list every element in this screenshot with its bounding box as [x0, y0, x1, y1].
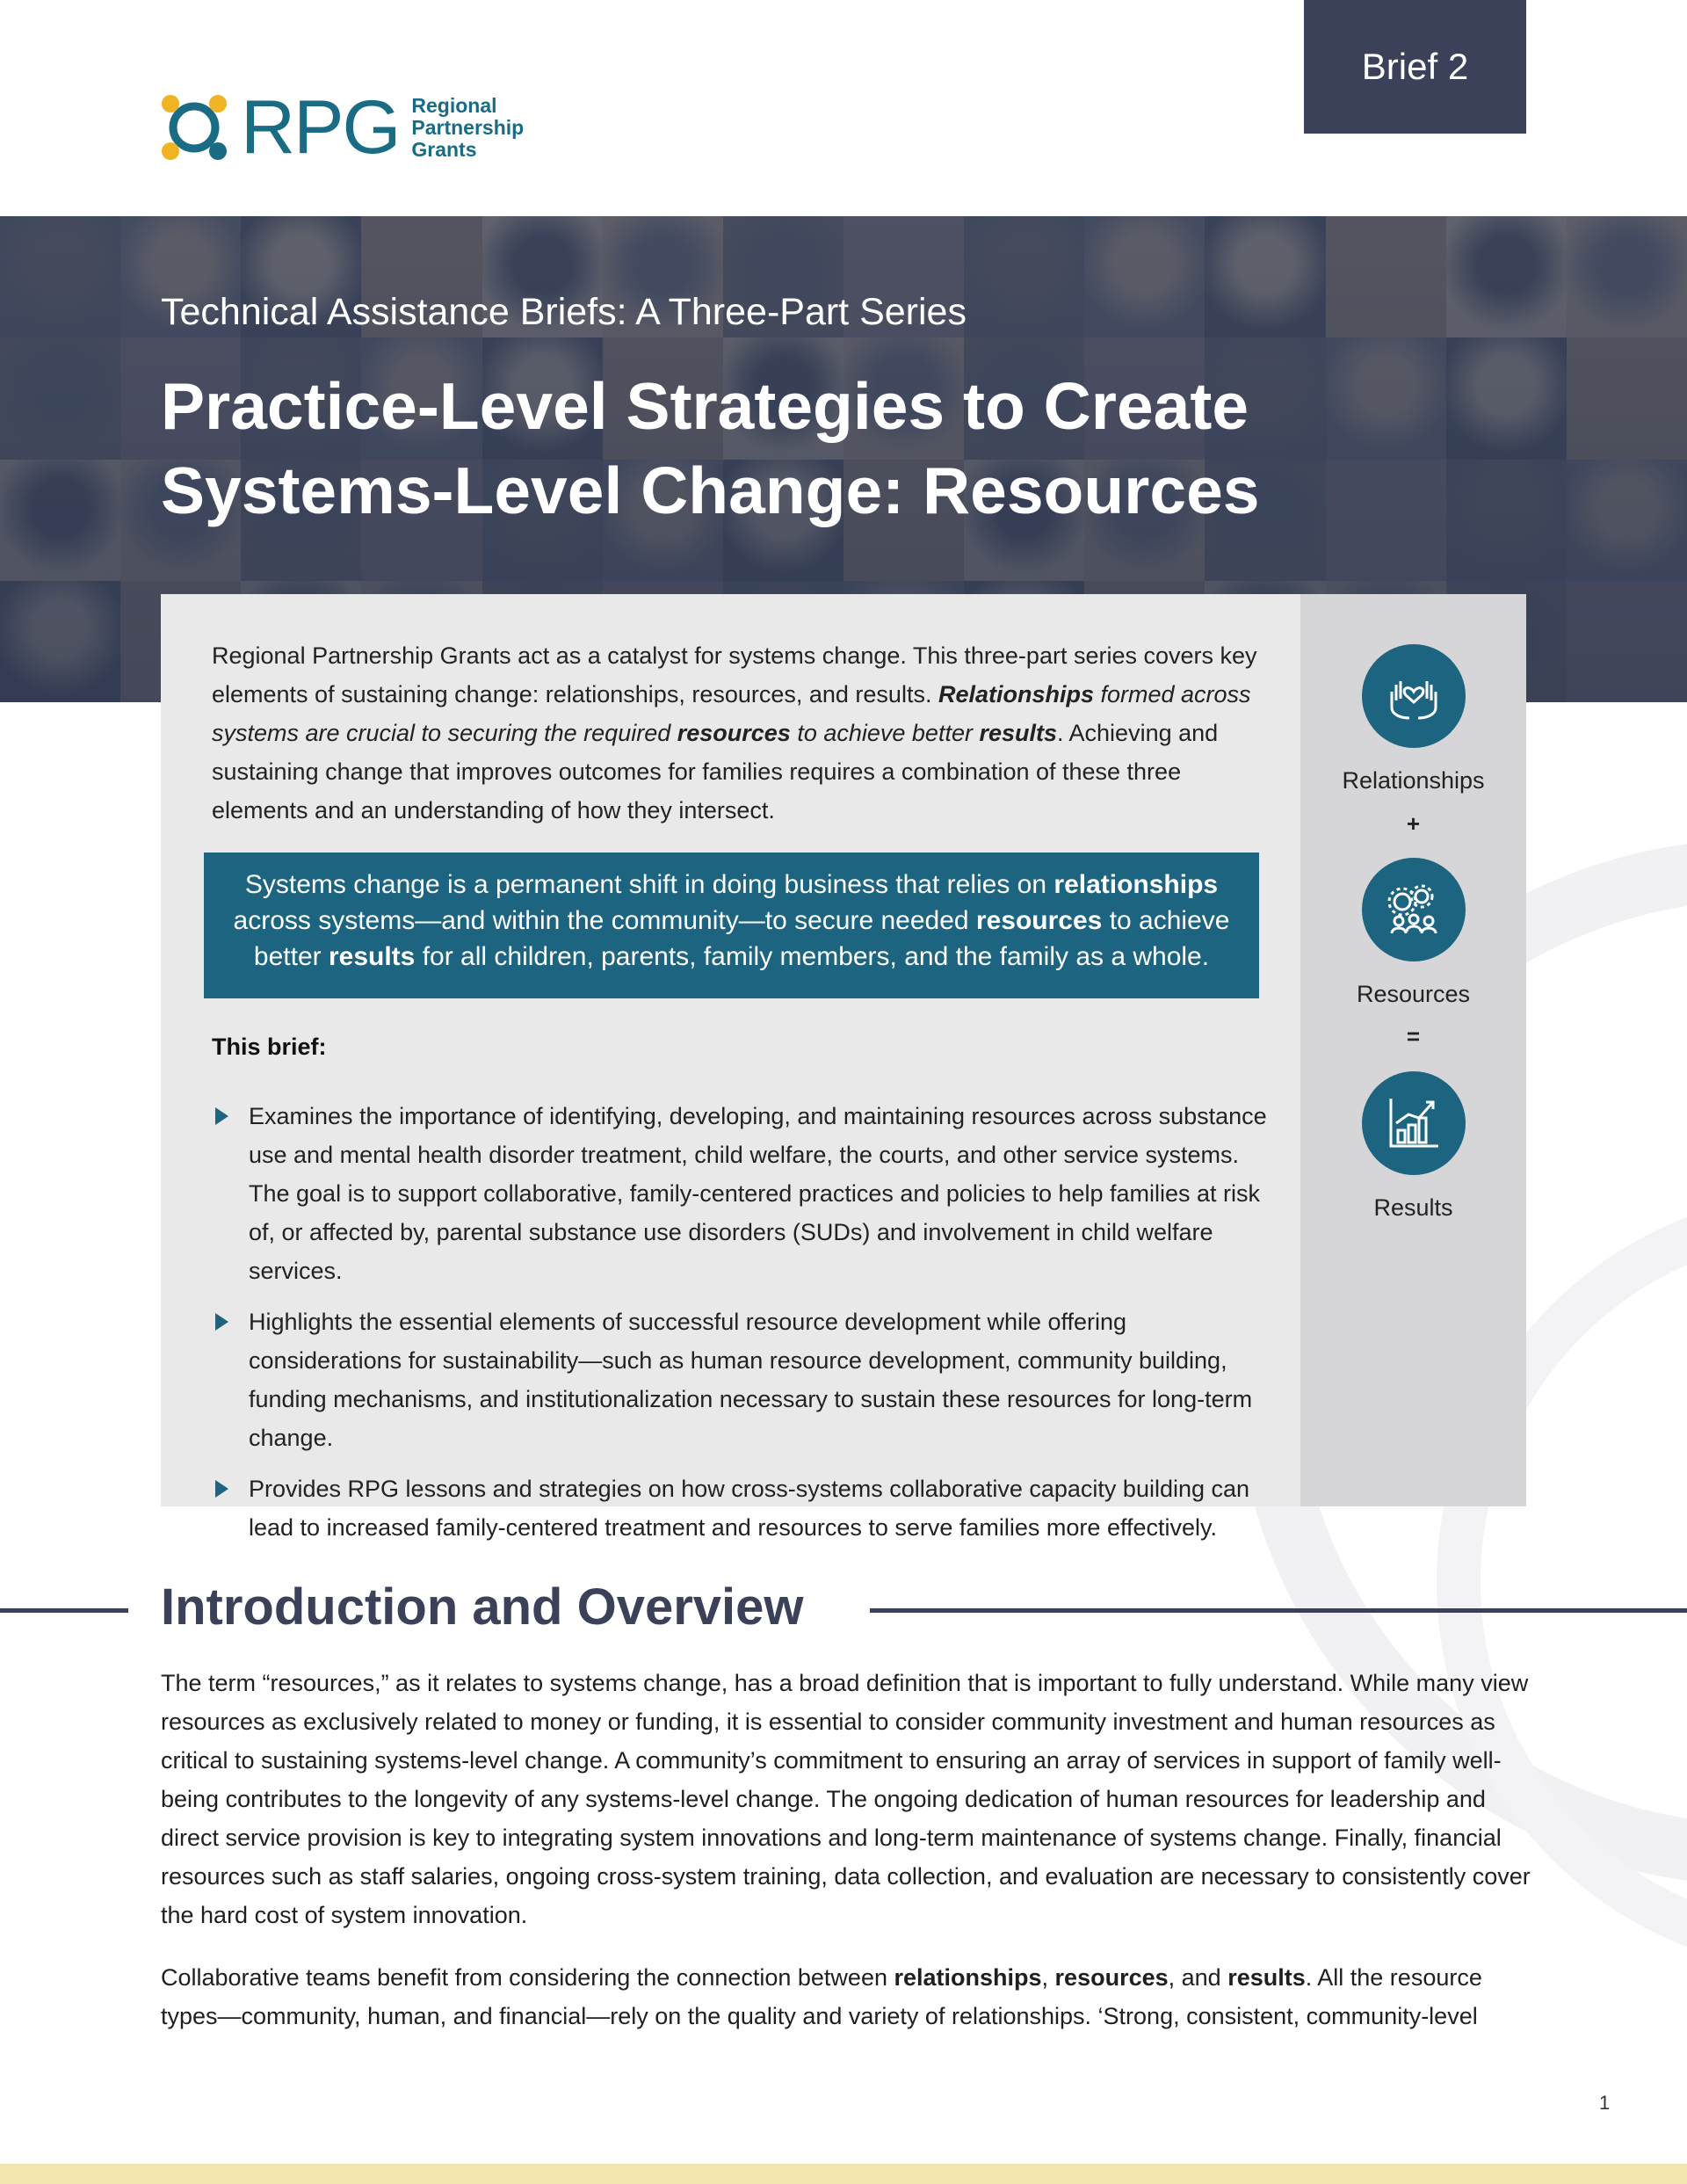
triangle-bullet-icon [215, 1313, 228, 1331]
list-item [212, 1302, 1275, 1457]
text-run: Collaborative teams benefit from considering the connection between [161, 1964, 894, 1991]
logo-people-circle-icon [158, 91, 230, 163]
series-subtitle: Technical Assistance Briefs: A Three-Part Series [161, 291, 967, 333]
resources-label: Resources [1356, 981, 1471, 1007]
resources-item [1300, 858, 1526, 1008]
title-line: Systems-Level Change: Resources [161, 453, 1260, 527]
title-line: Practice-Level Strategies to Create [161, 369, 1249, 443]
plus-operator: + [1406, 810, 1421, 837]
text-run-bold: results [1227, 1964, 1306, 1991]
text-run: Regional Partnership Grants act as a catalyst for systems change. This three-part series covers key elements of sustaining change: relationships, resources, and results. [212, 642, 1257, 707]
text-run-bold: results [328, 942, 416, 971]
text-run: , and [1168, 1964, 1228, 1991]
text-run-emph: Relationships [938, 681, 1094, 707]
heading-rule-right [870, 1608, 1687, 1613]
results-label: Results [1373, 1194, 1453, 1221]
text-run-bold: resources [975, 906, 1103, 935]
text-run-emph: resources [677, 720, 791, 746]
text-run: , [1041, 1964, 1055, 1991]
body-paragraph-1: The term “resources,” as it relates to systems change, has a broad definition that is important to fully understand. While many view resources as exclusively related to money or funding, it is essential to consider community investment and human resources as critical to sustaining systems-level change. A community’s commitment to ensuring an array of services in support of family well-being contributes to the longevity of any systems-level change. The ongoing dedication of human resources for leadership and direct service provision is key to integrating system innovations and long-term maintenance of systems change. Finally, financial resources such as staff salaries, ongoing cross-system training, data collection, and evaluation are necessary to consistently cover the hard cost of system innovation. [161, 1670, 1531, 1928]
text-run-bold: resources [1054, 1964, 1169, 1991]
list-item-text: Provides RPG lessons and strategies on how cross-systems collaborative capacity building can lead to increased family-centered treatment and resources to serve families more effectively. [249, 1476, 1250, 1541]
text-run: for all children, parents, family members, and the family as a whole. [415, 942, 1210, 971]
page-number: 1 [1599, 2092, 1611, 2114]
page-title [161, 364, 1479, 533]
logo-sub-line: Regional [411, 93, 497, 117]
text-run-emph: results [979, 720, 1058, 746]
text-run: formed across systems are crucial to securing the required [212, 681, 1251, 746]
logo-sub-line: Partnership [411, 115, 525, 139]
brief-bullet-list [212, 1097, 1275, 1559]
equation-side-panel [1300, 594, 1526, 1506]
relationships-label: Relationships [1342, 767, 1485, 794]
triangle-bullet-icon [215, 1480, 228, 1498]
text-run: across systems—and within the community—to secure needed [233, 906, 976, 935]
section-heading: Introduction and Overview [161, 1578, 804, 1636]
brief-number-tab: Brief 2 [1304, 0, 1526, 134]
triangle-bullet-icon [215, 1107, 228, 1125]
relationships-item [1300, 644, 1526, 795]
text-run: . Achieving and sustaining change that improves outcomes for families requires a combination of these three elements and an understanding of how they intersect. [212, 720, 1219, 824]
text-run: to achieve better [253, 906, 1230, 971]
hands-heart-icon [1362, 644, 1466, 748]
rpg-logo [158, 85, 525, 170]
heading-rule-left [0, 1608, 128, 1613]
footer-bar [0, 2164, 1687, 2184]
text-run-bold: relationships [1053, 870, 1219, 899]
logo-sub-line: Grants [411, 137, 477, 161]
text-run: . All the resource types—community, human, and financial—rely on the quality and variety of relationships. ‘Strong, consistent, community-level [161, 1964, 1482, 2029]
text-run: Systems change is a permanent shift in doing business that relies on [244, 870, 1054, 899]
brief-list-label: This brief: [212, 1034, 327, 1060]
equals-operator: = [1406, 1023, 1421, 1049]
results-item [1300, 1071, 1526, 1222]
text-run-bold: relationships [894, 1964, 1042, 1991]
body-paragraph-2 [161, 1958, 1531, 2035]
list-item-text: Highlights the essential elements of successful resource development while offering considerations for sustainability—such as human resource development, community building, funding mechanisms, and institutionalization necessary to sustain these resources for long-term change. [249, 1309, 1253, 1451]
logo-subtitle [411, 95, 524, 161]
gears-people-icon [1362, 858, 1466, 961]
bar-chart-growth-icon [1362, 1071, 1466, 1175]
list-item [212, 1097, 1275, 1290]
list-item [212, 1469, 1275, 1547]
logo-wordmark: RPG [241, 85, 400, 170]
text-run: to achieve better [790, 720, 980, 746]
list-item-text: Examines the importance of identifying, developing, and maintaining resources across substance use and mental health disorder treatment, child welfare, the courts, and other service systems. The goal is to support collaborative, family-centered practices and policies to help families at risk of, or affected by, parental substance use disorders (SUDs) and involvement in child welfare services. [249, 1103, 1267, 1284]
intro-summary-box [161, 594, 1300, 1541]
intro-paragraph [212, 636, 1266, 830]
definition-callout [204, 853, 1259, 998]
